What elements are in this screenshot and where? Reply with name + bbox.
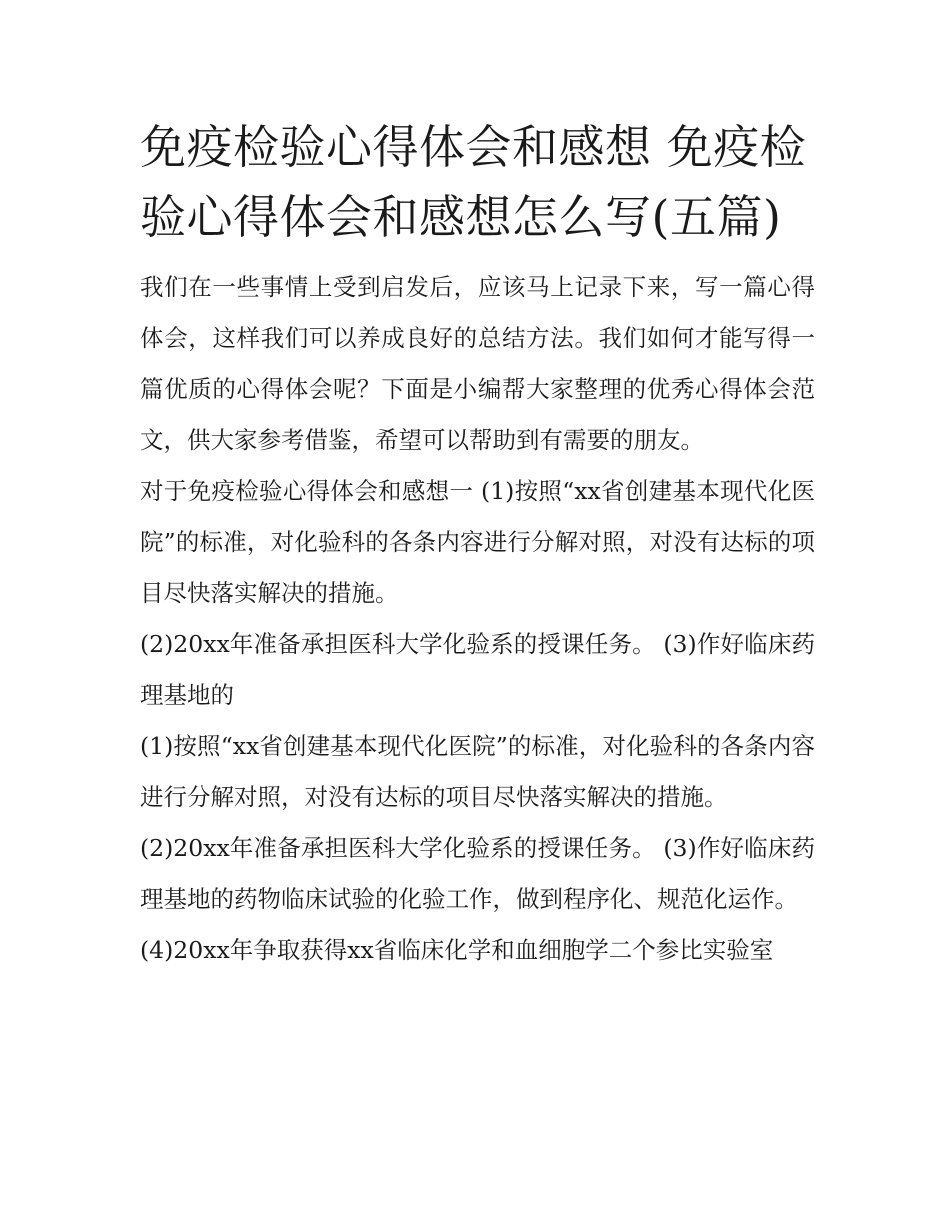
body-paragraph-5: (4)20xx年争取获得xx省临床化学和血细胞学二个参比实验室 bbox=[140, 936, 774, 964]
intro-paragraph: 我们在一些事情上受到启发后，应该马上记录下来，写一篇心得体会，这样我们可以养成良好的总结方法。我们如何才能写得一篇优质的心得体会呢？下面是小编帮大家整理的优秀心得体会范文，供大家参考借鉴，希望可以帮助到有需要的朋友。 bbox=[140, 273, 815, 454]
body-paragraph-2: (2)20xx年准备承担医科大学化验系的授课任务。 (3)作好临床药理基地的 bbox=[140, 630, 815, 709]
body-paragraph-1: 对于免疫检验心得体会和感想一 (1)按照“xx省创建基本现代化医院”的标准，对化验科的各条内容进行分解对照，对没有达标的项目尽快落实解决的措施。 bbox=[140, 477, 815, 607]
document-page bbox=[140, 112, 815, 976]
body-paragraph-3: (1)按照“xx省创建基本现代化医院”的标准，对化验科的各条内容进行分解对照，对没有达标的项目尽快落实解决的措施。 bbox=[140, 732, 815, 811]
document-title: 免疫检验心得体会和感想 免疫检验心得体会和感想怎么写(五篇) bbox=[140, 120, 807, 244]
body-paragraph-4: (2)20xx年准备承担医科大学化验系的授课任务。 (3)作好临床药理基地的药物临床试验的化验工作，做到程序化、规范化运作。 bbox=[140, 834, 815, 913]
